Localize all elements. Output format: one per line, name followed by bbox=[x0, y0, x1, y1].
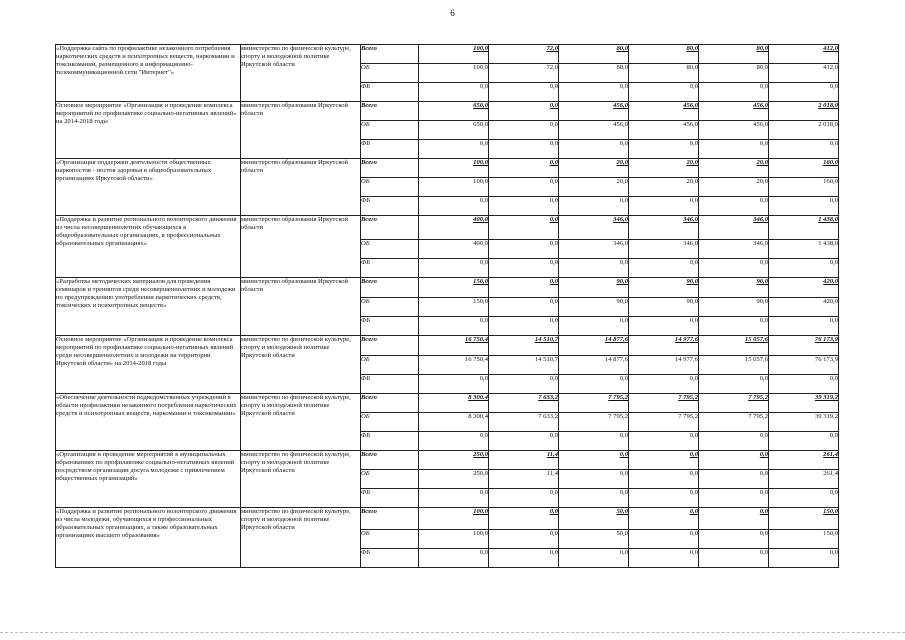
year-value-cell: 0,0 bbox=[629, 140, 699, 159]
year-value-cell: 7 633,2 bbox=[489, 413, 559, 432]
year-value-cell: 250,0 bbox=[419, 451, 489, 470]
responsible-executor: министерство образования Иркутской области bbox=[241, 102, 361, 159]
activity-name: «Поддержка и развитие регионального волонтерского движения из числа несовершеннолетних обучающихся в общеобразовательных организациях, в профессиональных образовательных организациях» bbox=[56, 216, 241, 278]
year-value-cell: 0,0 bbox=[559, 470, 629, 489]
year-value-cell: 14 510,7 bbox=[489, 356, 559, 375]
year-value-cell: 0,0 bbox=[629, 375, 699, 394]
table-row bbox=[56, 216, 839, 240]
year-value-cell: 80,0 bbox=[559, 45, 629, 64]
year-value-cell: 346,0 bbox=[629, 216, 699, 240]
funding-source-label: Всего bbox=[361, 336, 419, 356]
activity-name: Основное мероприятие «Организация и проведение комплекса мероприятий по профилактике социально-негативных явлений среди несовершеннолетних и молодежи на территории Иркутской области» на 2014-2018 годы bbox=[56, 336, 241, 394]
total-value-cell: 412,0 bbox=[769, 64, 839, 83]
year-value-cell: 0,0 bbox=[419, 197, 489, 216]
year-value-cell: 0,0 bbox=[699, 508, 769, 530]
year-value-cell: 7 795,2 bbox=[559, 413, 629, 432]
year-value-cell: 0,0 bbox=[489, 530, 559, 549]
bottom-divider bbox=[0, 632, 905, 633]
year-value-cell: 72,0 bbox=[489, 45, 559, 64]
year-value-cell: 0,0 bbox=[489, 178, 559, 197]
total-value-cell: 261,4 bbox=[769, 470, 839, 489]
responsible-executor: министерство по физической культуре, спорту и молодежной политике Иркутской области bbox=[241, 45, 361, 102]
year-value-cell: 0,0 bbox=[699, 83, 769, 102]
year-value-cell: 0,0 bbox=[559, 489, 629, 508]
year-value-cell: 15 057,6 bbox=[699, 356, 769, 375]
responsible-executor: министерство по физической культуре, спорту и молодежной политике Иркутской области bbox=[241, 451, 361, 508]
year-value-cell: 0,0 bbox=[489, 375, 559, 394]
total-value-cell: 0,0 bbox=[769, 489, 839, 508]
year-value-cell: 0,0 bbox=[419, 375, 489, 394]
table-row bbox=[56, 451, 839, 470]
responsible-executor: министерство образования Иркутской области bbox=[241, 278, 361, 336]
activity-name: «Организация поддержки деятельности общественных наркопостов - постов здоровья в общеобразовательных организациях Иркутской области» bbox=[56, 159, 241, 216]
year-value-cell: 0,0 bbox=[559, 140, 629, 159]
year-value-cell: 7 795,2 bbox=[699, 413, 769, 432]
year-value-cell: 456,0 bbox=[629, 102, 699, 121]
year-value-cell: 0,0 bbox=[629, 530, 699, 549]
year-value-cell: 0,0 bbox=[699, 530, 769, 549]
funding-source-label: ФБ bbox=[361, 140, 419, 159]
year-value-cell: 0,0 bbox=[489, 298, 559, 317]
year-value-cell: 0,0 bbox=[629, 83, 699, 102]
funding-source-label: ФБ bbox=[361, 375, 419, 394]
year-value-cell: 0,0 bbox=[629, 451, 699, 470]
year-value-cell: 0,0 bbox=[489, 216, 559, 240]
year-value-cell: 0,0 bbox=[699, 432, 769, 451]
year-value-cell: 7 795,2 bbox=[559, 394, 629, 413]
responsible-executor: министерство образования Иркутской области bbox=[241, 216, 361, 278]
table-row bbox=[56, 45, 839, 64]
total-value-cell: 420,0 bbox=[769, 278, 839, 298]
year-value-cell: 20,0 bbox=[559, 159, 629, 178]
year-value-cell: 14 877,6 bbox=[559, 336, 629, 356]
year-value-cell: 100,0 bbox=[419, 530, 489, 549]
year-value-cell: 0,0 bbox=[489, 549, 559, 568]
year-value-cell: 400,0 bbox=[419, 216, 489, 240]
funding-source-label: ФБ bbox=[361, 259, 419, 278]
year-value-cell: 0,0 bbox=[559, 197, 629, 216]
year-value-cell: 72,0 bbox=[489, 64, 559, 83]
total-value-cell: 160,0 bbox=[769, 159, 839, 178]
year-value-cell: 0,0 bbox=[699, 317, 769, 336]
year-value-cell: 0,0 bbox=[419, 549, 489, 568]
year-value-cell: 100,0 bbox=[419, 159, 489, 178]
year-value-cell: 80,0 bbox=[559, 64, 629, 83]
responsible-executor: министерство по физической культуре, спорту и молодежной политике Иркутской области bbox=[241, 508, 361, 568]
year-value-cell: 456,0 bbox=[699, 121, 769, 140]
table-row bbox=[56, 336, 839, 356]
year-value-cell: 150,0 bbox=[419, 278, 489, 298]
total-value-cell: 0,0 bbox=[769, 259, 839, 278]
total-value-cell: 261,4 bbox=[769, 451, 839, 470]
table-row bbox=[56, 159, 839, 178]
total-value-cell: 0,0 bbox=[769, 375, 839, 394]
total-value-cell: 76 173,9 bbox=[769, 336, 839, 356]
year-value-cell: 80,0 bbox=[629, 45, 699, 64]
year-value-cell: 7 633,2 bbox=[489, 394, 559, 413]
year-value-cell: 100,0 bbox=[419, 178, 489, 197]
year-value-cell: 0,0 bbox=[629, 259, 699, 278]
year-value-cell: 0,0 bbox=[629, 317, 699, 336]
funding-source-label: ФБ bbox=[361, 489, 419, 508]
activity-name: «Организация и проведение мероприятий в муниципальных образованиях по профилактике социально-негативных явлений посредством организации досуга молодежи с привлечением общественных организаций» bbox=[56, 451, 241, 508]
year-value-cell: 0,0 bbox=[699, 470, 769, 489]
year-value-cell: 0,0 bbox=[489, 159, 559, 178]
total-value-cell: 0,0 bbox=[769, 317, 839, 336]
funding-source-label: Всего bbox=[361, 508, 419, 530]
year-value-cell: 0,0 bbox=[699, 549, 769, 568]
funding-source-label: ОБ bbox=[361, 64, 419, 83]
year-value-cell: 0,0 bbox=[489, 197, 559, 216]
year-value-cell: 100,0 bbox=[419, 508, 489, 530]
year-value-cell: 400,0 bbox=[419, 240, 489, 259]
year-value-cell: 20,0 bbox=[629, 159, 699, 178]
year-value-cell: 250,0 bbox=[419, 470, 489, 489]
year-value-cell: 80,0 bbox=[629, 64, 699, 83]
year-value-cell: 346,0 bbox=[699, 240, 769, 259]
year-value-cell: 80,0 bbox=[699, 64, 769, 83]
year-value-cell: 0,0 bbox=[699, 451, 769, 470]
year-value-cell: 0,0 bbox=[629, 489, 699, 508]
year-value-cell: 14 510,7 bbox=[489, 336, 559, 356]
total-value-cell: 1 438,0 bbox=[769, 240, 839, 259]
year-value-cell: 0,0 bbox=[489, 121, 559, 140]
year-value-cell: 0,0 bbox=[419, 489, 489, 508]
year-value-cell: 0,0 bbox=[489, 432, 559, 451]
budget-table bbox=[55, 44, 839, 568]
year-value-cell: 0,0 bbox=[629, 432, 699, 451]
year-value-cell: 346,0 bbox=[699, 216, 769, 240]
total-value-cell: 150,0 bbox=[769, 508, 839, 530]
year-value-cell: 0,0 bbox=[419, 432, 489, 451]
total-value-cell: 2 018,0 bbox=[769, 121, 839, 140]
funding-source-label: Всего bbox=[361, 394, 419, 413]
total-value-cell: 1 438,0 bbox=[769, 216, 839, 240]
total-value-cell: 412,0 bbox=[769, 45, 839, 64]
year-value-cell: 7 795,2 bbox=[629, 394, 699, 413]
year-value-cell: 50,0 bbox=[559, 530, 629, 549]
responsible-executor: министерство по физической культуре, спорту и молодежной политике Иркутской области bbox=[241, 336, 361, 394]
total-value-cell: 0,0 bbox=[769, 140, 839, 159]
funding-source-label: ОБ bbox=[361, 413, 419, 432]
year-value-cell: 90,0 bbox=[699, 278, 769, 298]
year-value-cell: 0,0 bbox=[699, 140, 769, 159]
year-value-cell: 0,0 bbox=[489, 259, 559, 278]
year-value-cell: 0,0 bbox=[559, 549, 629, 568]
year-value-cell: 0,0 bbox=[559, 317, 629, 336]
funding-source-label: ФБ bbox=[361, 549, 419, 568]
funding-source-label: ОБ bbox=[361, 470, 419, 489]
table-body bbox=[56, 45, 839, 568]
table-row bbox=[56, 278, 839, 298]
year-value-cell: 0,0 bbox=[489, 317, 559, 336]
funding-source-label: Всего bbox=[361, 451, 419, 470]
year-value-cell: 346,0 bbox=[559, 240, 629, 259]
year-value-cell: 90,0 bbox=[629, 278, 699, 298]
year-value-cell: 0,0 bbox=[699, 197, 769, 216]
year-value-cell: 456,0 bbox=[559, 102, 629, 121]
year-value-cell: 14 977,6 bbox=[629, 356, 699, 375]
year-value-cell: 0,0 bbox=[489, 240, 559, 259]
year-value-cell: 80,0 bbox=[699, 45, 769, 64]
year-value-cell: 456,0 bbox=[629, 121, 699, 140]
year-value-cell: 16 750,4 bbox=[419, 336, 489, 356]
funding-source-label: ОБ bbox=[361, 356, 419, 375]
total-value-cell: 0,0 bbox=[769, 83, 839, 102]
activity-name: «Обеспечение деятельности подведомственных учреждений в области профилактики незаконного потребления наркотических средств и психотропных веществ, наркомании и токсикомании» bbox=[56, 394, 241, 451]
year-value-cell: 20,0 bbox=[629, 178, 699, 197]
year-value-cell: 650,0 bbox=[419, 102, 489, 121]
year-value-cell: 7 795,2 bbox=[699, 394, 769, 413]
year-value-cell: 0,0 bbox=[559, 375, 629, 394]
total-value-cell: 0,0 bbox=[769, 197, 839, 216]
activity-name: «Разработка методических материалов для проведения семинаров и тренингов среди несовершеннолетних и молодежи по предупреждению употребления наркотических средств, токсических и психотропных веществ» bbox=[56, 278, 241, 336]
activity-name: «Поддержка сайта по профилактике незаконного потребления наркотических средств и психотропных веществ, наркомании и токсикомании, размещенного в информационно-телекоммуникационной сети "Интернет"» bbox=[56, 45, 241, 102]
year-value-cell: 0,0 bbox=[489, 102, 559, 121]
year-value-cell: 14 977,6 bbox=[629, 336, 699, 356]
funding-source-label: ФБ bbox=[361, 83, 419, 102]
year-value-cell: 8 300,4 bbox=[419, 413, 489, 432]
year-value-cell: 11,4 bbox=[489, 451, 559, 470]
responsible-executor: министерство по физической культуре, спорту и молодежной политике Иркутской области bbox=[241, 394, 361, 451]
funding-source-label: ФБ bbox=[361, 317, 419, 336]
year-value-cell: 0,0 bbox=[699, 259, 769, 278]
year-value-cell: 0,0 bbox=[419, 259, 489, 278]
funding-source-label: ОБ bbox=[361, 121, 419, 140]
year-value-cell: 90,0 bbox=[699, 298, 769, 317]
year-value-cell: 346,0 bbox=[629, 240, 699, 259]
total-value-cell: 2 018,0 bbox=[769, 102, 839, 121]
year-value-cell: 8 300,4 bbox=[419, 394, 489, 413]
year-value-cell: 0,0 bbox=[489, 489, 559, 508]
total-value-cell: 160,0 bbox=[769, 178, 839, 197]
page-number: 6 bbox=[450, 8, 455, 18]
table-row bbox=[56, 394, 839, 413]
funding-source-label: ОБ bbox=[361, 298, 419, 317]
total-value-cell: 39 319,2 bbox=[769, 394, 839, 413]
table-row bbox=[56, 508, 839, 530]
funding-source-label: Всего bbox=[361, 216, 419, 240]
funding-source-label: Всего bbox=[361, 159, 419, 178]
total-value-cell: 0,0 bbox=[769, 549, 839, 568]
year-value-cell: 0,0 bbox=[559, 451, 629, 470]
year-value-cell: 0,0 bbox=[489, 83, 559, 102]
funding-source-label: ФБ bbox=[361, 432, 419, 451]
year-value-cell: 20,0 bbox=[559, 178, 629, 197]
year-value-cell: 0,0 bbox=[629, 470, 699, 489]
year-value-cell: 0,0 bbox=[419, 140, 489, 159]
year-value-cell: 100,0 bbox=[419, 45, 489, 64]
year-value-cell: 0,0 bbox=[419, 83, 489, 102]
funding-source-label: ФБ bbox=[361, 197, 419, 216]
year-value-cell: 100,0 bbox=[419, 64, 489, 83]
year-value-cell: 0,0 bbox=[559, 83, 629, 102]
year-value-cell: 16 750,4 bbox=[419, 356, 489, 375]
year-value-cell: 0,0 bbox=[629, 197, 699, 216]
year-value-cell: 0,0 bbox=[489, 508, 559, 530]
year-value-cell: 11,4 bbox=[489, 470, 559, 489]
year-value-cell: 0,0 bbox=[559, 259, 629, 278]
year-value-cell: 90,0 bbox=[559, 278, 629, 298]
total-value-cell: 39 319,2 bbox=[769, 413, 839, 432]
year-value-cell: 0,0 bbox=[699, 489, 769, 508]
year-value-cell: 650,0 bbox=[419, 121, 489, 140]
year-value-cell: 90,0 bbox=[629, 298, 699, 317]
activity-name: «Поддержка и развитие регионального волонтерского движения из числа молодежи, обучающихся в профессиональных образовательных организациях, а также образовательных организациях высшего образования» bbox=[56, 508, 241, 568]
funding-source-label: Всего bbox=[361, 278, 419, 298]
funding-source-label: ОБ bbox=[361, 178, 419, 197]
year-value-cell: 0,0 bbox=[629, 508, 699, 530]
year-value-cell: 14 877,6 bbox=[559, 356, 629, 375]
funding-source-label: ОБ bbox=[361, 240, 419, 259]
year-value-cell: 0,0 bbox=[629, 549, 699, 568]
year-value-cell: 0,0 bbox=[489, 278, 559, 298]
year-value-cell: 346,0 bbox=[559, 216, 629, 240]
total-value-cell: 420,0 bbox=[769, 298, 839, 317]
year-value-cell: 0,0 bbox=[699, 375, 769, 394]
total-value-cell: 150,0 bbox=[769, 530, 839, 549]
year-value-cell: 20,0 bbox=[699, 159, 769, 178]
responsible-executor: министерство образования Иркутской области bbox=[241, 159, 361, 216]
table-row bbox=[56, 102, 839, 121]
funding-source-label: Всего bbox=[361, 102, 419, 121]
year-value-cell: 20,0 bbox=[699, 178, 769, 197]
funding-source-label: Всего bbox=[361, 45, 419, 64]
year-value-cell: 0,0 bbox=[419, 317, 489, 336]
year-value-cell: 7 795,2 bbox=[629, 413, 699, 432]
year-value-cell: 456,0 bbox=[559, 121, 629, 140]
year-value-cell: 0,0 bbox=[489, 140, 559, 159]
total-value-cell: 76 173,9 bbox=[769, 356, 839, 375]
year-value-cell: 90,0 bbox=[559, 298, 629, 317]
year-value-cell: 50,0 bbox=[559, 508, 629, 530]
year-value-cell: 15 057,6 bbox=[699, 336, 769, 356]
activity-name: Основное мероприятие «Организация и проведение комплекса мероприятий по профилактике социально-негативных явлений» на 2014-2018 годы bbox=[56, 102, 241, 159]
year-value-cell: 456,0 bbox=[699, 102, 769, 121]
funding-source-label: ОБ bbox=[361, 530, 419, 549]
year-value-cell: 0,0 bbox=[559, 432, 629, 451]
year-value-cell: 150,0 bbox=[419, 298, 489, 317]
total-value-cell: 0,0 bbox=[769, 432, 839, 451]
